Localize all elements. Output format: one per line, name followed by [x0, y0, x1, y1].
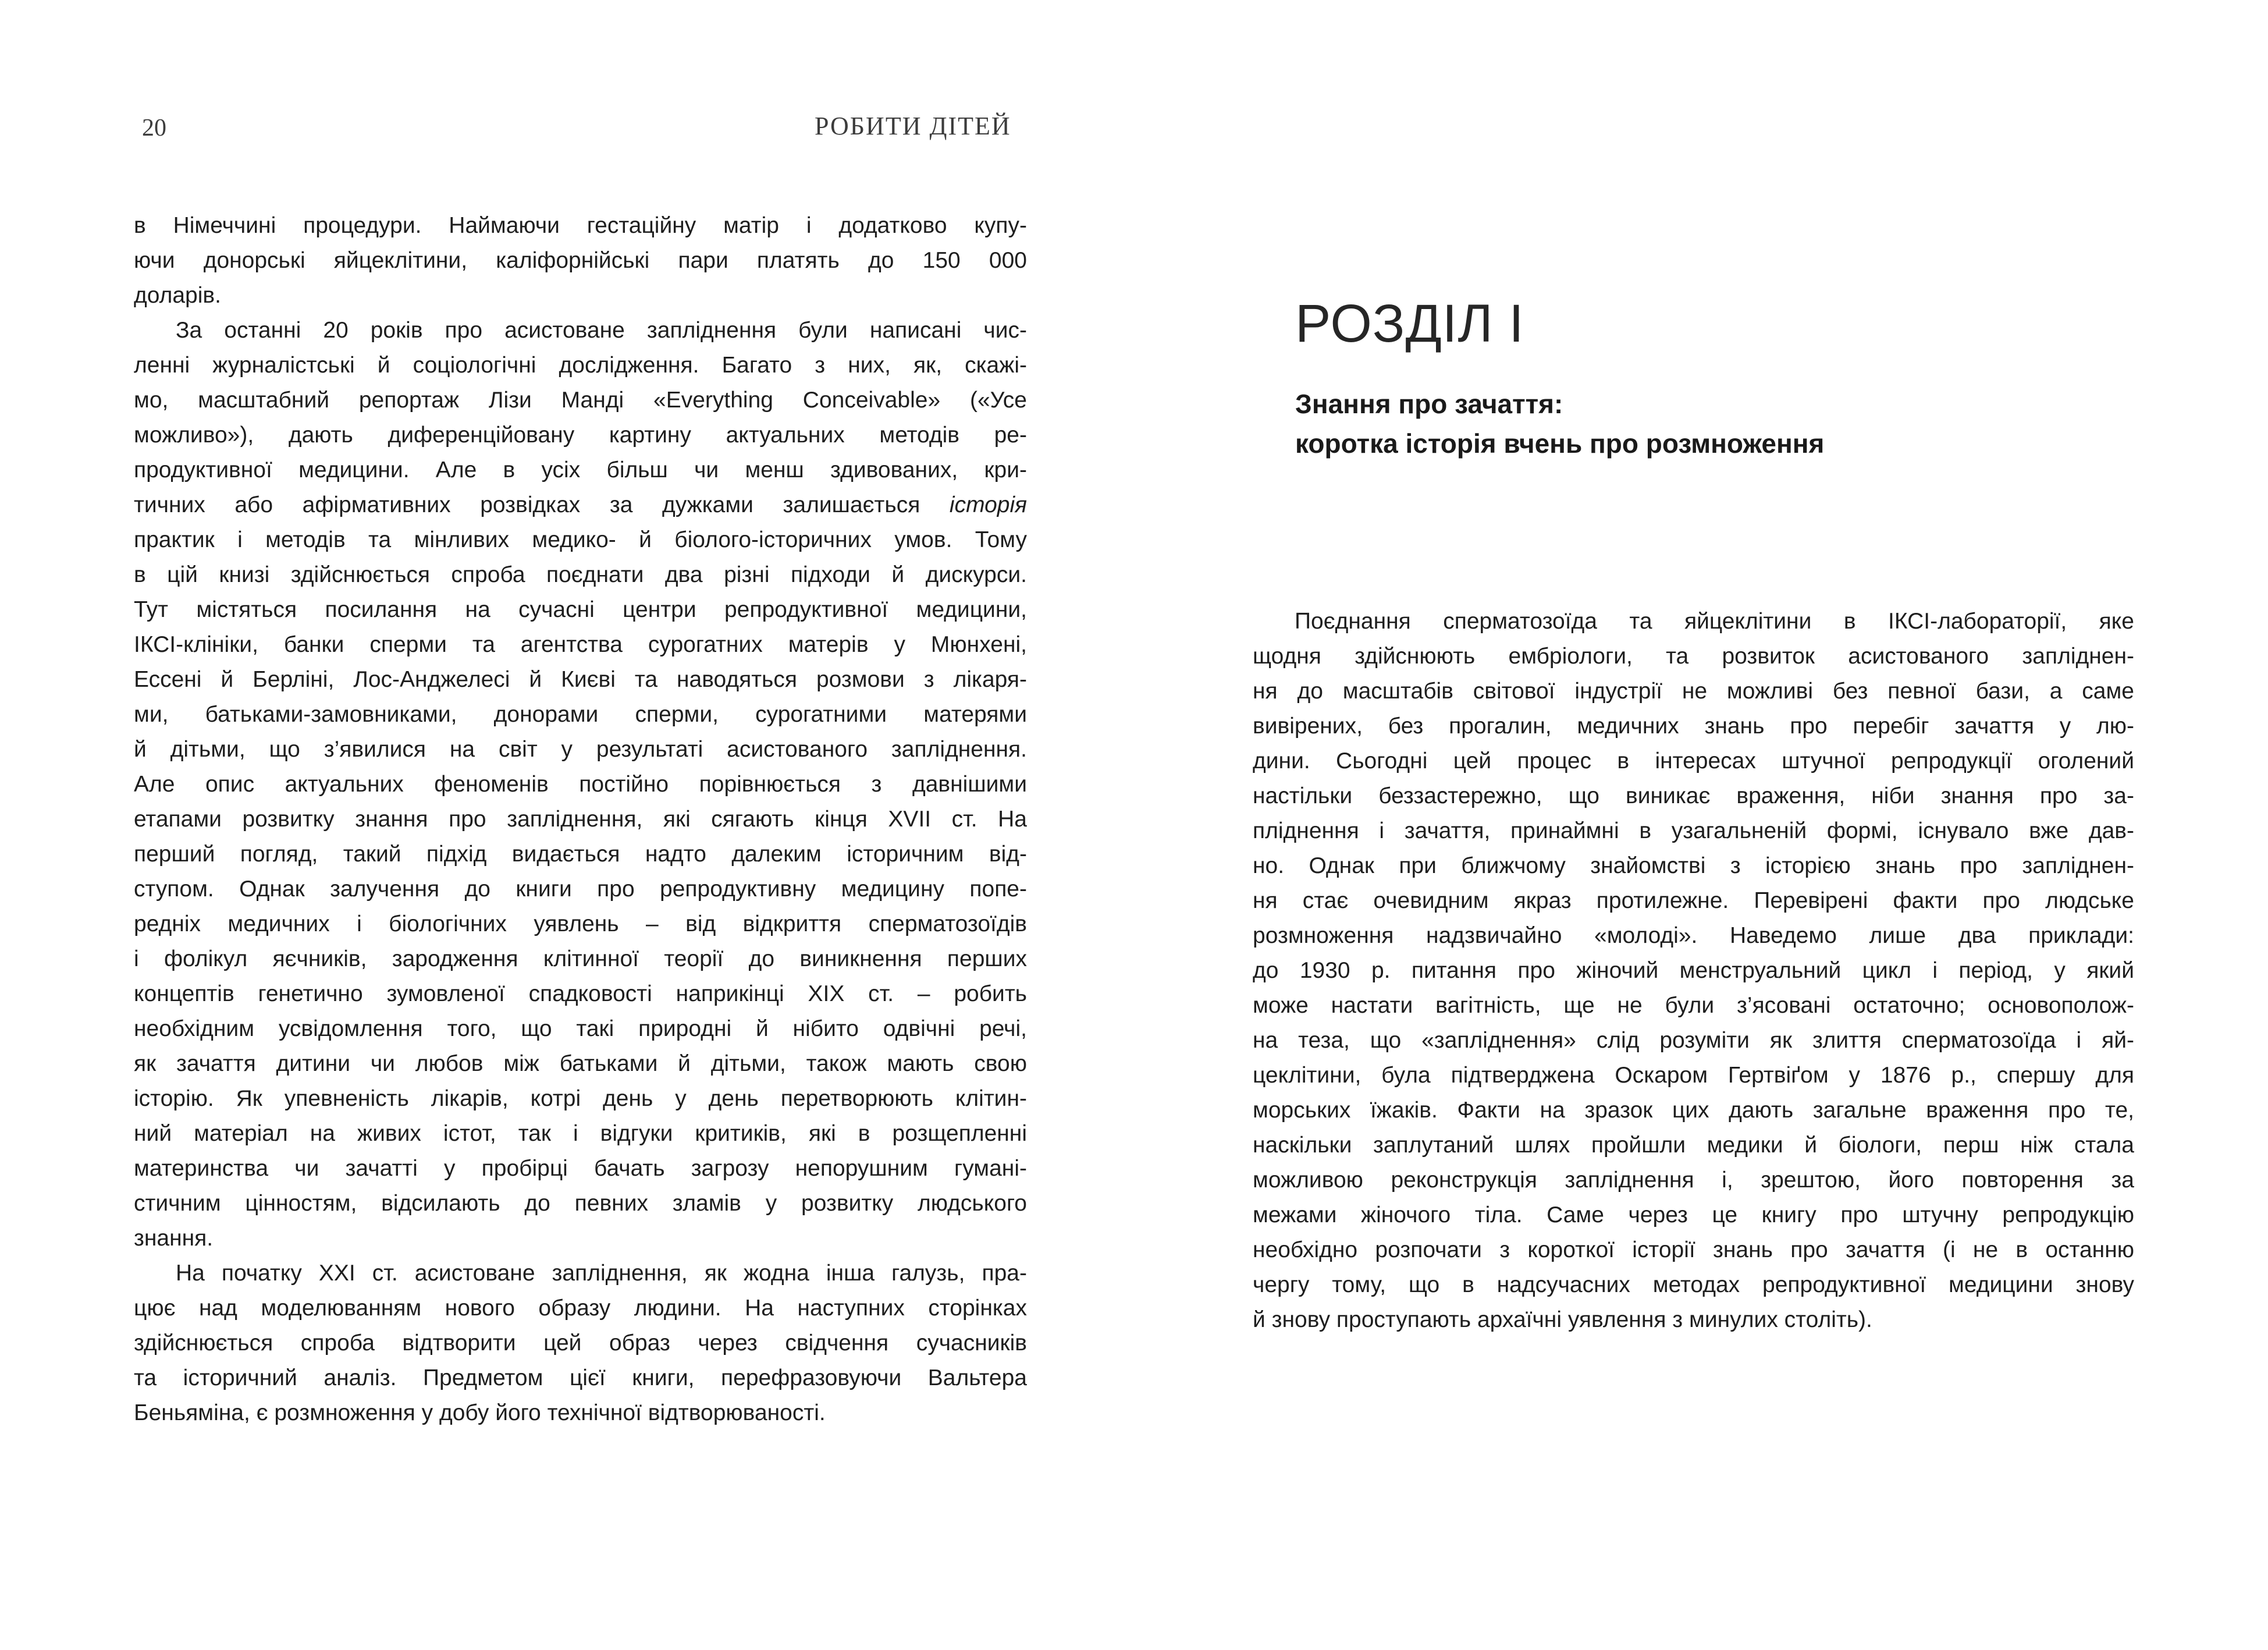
left-body-text [134, 208, 1027, 1431]
text-line [134, 627, 1027, 662]
text-line [134, 837, 1027, 872]
text-line [1253, 709, 2134, 744]
text-segment: Поєднання сперматозоїда та яйцеклітини в ІКСІ-лабораторії, яке [1295, 609, 2134, 634]
right-page [1134, 0, 2268, 1650]
text-line [134, 453, 1027, 488]
text-line [134, 383, 1027, 418]
text-segment: й дітьми, що з’явилися на світ у результаті асистованого запліднення. [134, 737, 1027, 762]
text-line [134, 802, 1027, 837]
text-segment: Беньяміна, є розмноження у добу його технічної відтворюваності. [134, 1400, 826, 1425]
text-segment: знання. [134, 1226, 214, 1251]
text-segment: практик і методів та мінливих медико- й біолого-історичних умов. Тому [134, 527, 1027, 552]
text-line [1253, 1268, 2134, 1303]
text-line [1253, 1058, 2134, 1093]
text-segment: як зачаття дитини чи любов між батьками й дітьми, також мають свою [134, 1051, 1027, 1076]
text-segment: до 1930 р. питання про жіночий менструальний цикл і період, у який [1253, 958, 2134, 983]
text-line [1253, 604, 2134, 639]
text-segment: На початку XXI ст. асистоване запліднення, як жодна інша галузь, пра- [176, 1261, 1027, 1286]
text-segment: ІКСІ-клініки, банки сперми та агентства сурогатних матерів у Мюнхені, [134, 632, 1027, 657]
text-segment: ленні журналістські й соціологічні дослідження. Багато з них, як, скажі- [134, 353, 1027, 378]
text-segment: в цій книзі здійснюється спроба поєднати два різні підходи й дискурси. [134, 562, 1027, 587]
text-line [134, 1046, 1027, 1081]
text-line [134, 1396, 1027, 1431]
text-segment: чергу тому, що в надсучасних методах репродуктивної медицини знову [1253, 1272, 2134, 1297]
text-line [134, 1326, 1027, 1361]
text-segment: доларів. [134, 283, 221, 308]
text-segment: Ессені й Берліні, Лос-Анджелесі й Києві та наводяться розмови з лікаря- [134, 667, 1027, 692]
running-head: РОБИТИ ДІТЕЙ [815, 112, 1011, 140]
text-segment: морських їжаків. Факти на зразок цих дають загальне враження про те, [1253, 1098, 2134, 1123]
text-segment: настільки беззастережно, що виникає враження, ніби знання про за- [1253, 783, 2134, 808]
text-segment: материнства чи зачатті у пробірці бачать загрозу непорушним гумані- [134, 1156, 1027, 1181]
text-segment: може настати вагітність, ще не були з’ясовані остаточно; основополож- [1253, 993, 2134, 1018]
text-line [134, 592, 1027, 627]
text-line [134, 278, 1027, 313]
right-body-text [1253, 604, 2134, 1337]
text-line [1253, 883, 2134, 918]
text-segment: цює над моделюванням нового образу людини. На наступних сторінках [134, 1296, 1027, 1321]
text-line [134, 732, 1027, 767]
text-line [134, 313, 1027, 348]
text-line [134, 1186, 1027, 1221]
text-segment: щодня здійснюють ембріологи, та розвиток асистованого запліднен- [1253, 644, 2134, 669]
text-segment: перший погляд, такий підхід видається надто далеким історичним від- [134, 842, 1027, 867]
text-segment: історію. Як упевненість лікарів, котрі день у день перетворюють клітин- [134, 1086, 1027, 1111]
text-segment: стичним цінностям, відсилають до певних зламів у розвитку людського [134, 1191, 1027, 1216]
text-line [1253, 744, 2134, 779]
text-line [1253, 1093, 2134, 1128]
text-line [1253, 918, 2134, 953]
paragraph [1253, 604, 2134, 1337]
text-line [134, 243, 1027, 278]
text-segment: вивірених, без прогалин, медичних знань про перебіг зачаття у лю- [1253, 714, 2134, 739]
paragraph [134, 1256, 1027, 1431]
text-segment: та історичний аналіз. Предметом цієї книги, перефразовуючи Вальтера [134, 1365, 1027, 1390]
text-segment: но. Однак при ближчому знайомстві з історією знань про запліднен- [1253, 853, 2134, 878]
text-line [1253, 1128, 2134, 1163]
text-segment: на теза, що «запліднення» слід розуміти як злиття сперматозоїда і яй- [1253, 1028, 2134, 1053]
text-line [134, 1151, 1027, 1186]
text-segment: ня стає очевидним якраз протилежне. Перевірені факти про людське [1253, 888, 2134, 913]
text-line [134, 872, 1027, 907]
text-line [1253, 849, 2134, 883]
text-segment: редніх медичних і біологічних уявлень – від відкриття сперматозоїдів [134, 911, 1027, 936]
text-line [1253, 639, 2134, 674]
text-line [134, 488, 1027, 523]
text-segment: За останні 20 років про асистоване запліднення були написані чис- [176, 318, 1027, 343]
page-number: 20 [142, 115, 166, 141]
chapter-heading: РОЗДІЛ І [1295, 294, 1524, 353]
text-segment: ступом. Однак залучення до книги про репродуктивну медицину попе- [134, 877, 1027, 902]
text-line [134, 208, 1027, 243]
text-segment: розмноження надзвичайно «молоді». Наведемо лише два приклади: [1253, 923, 2134, 948]
text-line [134, 558, 1027, 592]
paragraph [134, 208, 1027, 313]
text-segment: в Німеччині процедури. Наймаючи гестаційну матір і додатково купу- [134, 213, 1027, 238]
text-line [1253, 1023, 2134, 1058]
text-line [134, 523, 1027, 558]
text-line [134, 697, 1027, 732]
text-segment: необхідно розпочати з короткої історії знань про зачаття (і не в останню [1253, 1237, 2134, 1262]
text-segment: і фолікул яєчників, зародження клітинної теорії до виникнення перших [134, 946, 1027, 971]
text-segment: Але опис актуальних феноменів постійно порівнюється з давнішими [134, 772, 1027, 797]
italic-text: історія [949, 492, 1027, 517]
text-line [1253, 1303, 2134, 1337]
text-segment: межами жіночого тіла. Саме через це книгу про штучну репродукцію [1253, 1202, 2134, 1227]
text-line [1253, 988, 2134, 1023]
text-segment: й знову проступають архаїчні уявлення з минулих століть). [1253, 1307, 1872, 1332]
text-segment: необхідним усвідомлення того, що такі природні й нібито одвічні речі, [134, 1016, 1027, 1041]
text-segment: можливо»), дають диференційовану картину актуальних методів ре- [134, 423, 1027, 448]
text-segment: здійснюється спроба відтворити цей образ через свідчення сучасників [134, 1330, 1027, 1356]
text-line [134, 1012, 1027, 1046]
text-segment: наскільки заплутаний шлях пройшли медики й біологи, перш ніж стала [1253, 1133, 2134, 1158]
text-line [134, 977, 1027, 1012]
text-segment: дини. Сьогодні цей процес в інтересах штучної репродукції оголений [1253, 748, 2134, 773]
text-segment: ний матеріал на живих істот, так і відгуки критиків, які в розщепленні [134, 1121, 1027, 1146]
text-line [1253, 1233, 2134, 1268]
text-segment: Тут містяться посилання на сучасні центри репродуктивної медицини, [134, 597, 1027, 622]
text-segment: пліднення і зачаття, принаймні в узагальненій формі, існувало вже дав- [1253, 818, 2134, 843]
chapter-subtitle [1295, 384, 1824, 463]
chapter-subtitle-line-1: Знання про зачаття: [1295, 389, 1563, 419]
text-segment: ня до масштабів світової індустрії не можливі без певної бази, а саме [1253, 679, 2134, 704]
text-line [134, 1361, 1027, 1396]
paragraph [134, 313, 1027, 1256]
text-line [134, 767, 1027, 802]
text-line [1253, 814, 2134, 849]
text-segment: продуктивної медицини. Але в усіх більш чи менш здивованих, кри- [134, 457, 1027, 482]
text-segment: концептів генетично зумовленої спадковості наприкінці XIX ст. – робить [134, 981, 1027, 1006]
text-segment: тичних або афірмативних розвідках за дужками залишається [134, 492, 950, 517]
text-line [134, 1291, 1027, 1326]
text-line [134, 348, 1027, 383]
text-line [1253, 779, 2134, 814]
text-line [1253, 674, 2134, 709]
text-line [134, 907, 1027, 942]
text-segment: ми, батьками-замовниками, донорами сперми, сурогатними матерями [134, 702, 1027, 727]
text-line [134, 1256, 1027, 1291]
text-line [134, 418, 1027, 453]
chapter-subtitle-line-2: коротка історія вчень про розмноження [1295, 428, 1825, 459]
text-line [1253, 1198, 2134, 1233]
text-segment: мо, масштабний репортаж Лізи Манді «Everything Conceivable» («Усе [134, 388, 1027, 413]
text-segment: цеклітини, була підтверджена Оскаром Гертвіґом у 1876 р., спершу для [1253, 1063, 2134, 1088]
text-line [1253, 953, 2134, 988]
text-segment: ючи донорські яйцеклітини, каліфорнійські пари платять до 150 000 [134, 248, 1027, 273]
text-line [1253, 1163, 2134, 1198]
text-line [134, 1081, 1027, 1116]
text-segment: етапами розвитку знання про запліднення, які сягають кінця XVII ст. На [134, 807, 1027, 832]
text-line [134, 1116, 1027, 1151]
text-line [134, 942, 1027, 977]
text-line [134, 1221, 1027, 1256]
text-segment: можливою реконструкція запліднення і, зрештою, його повторення за [1253, 1168, 2134, 1193]
text-line [134, 662, 1027, 697]
